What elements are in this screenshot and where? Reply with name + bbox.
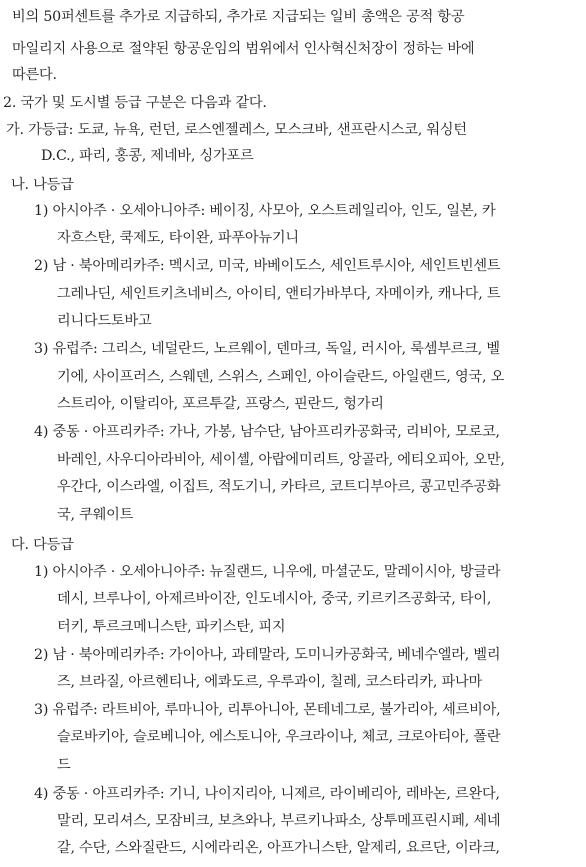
text-line: 2. 국가 및 도시별 등급 구분은 다음과 같다. bbox=[3, 95, 267, 111]
text-line: 데시, 브루나이, 아제르바이잔, 인도네시아, 중국, 키르키즈공화국, 타이, bbox=[57, 591, 492, 607]
text-line: 4) 중동 · 아프리카주: 기니, 나이지리아, 니제르, 라이베리아, 레바논, 르완다, bbox=[34, 786, 500, 802]
text-line: 1) 아시아주 · 오세아니아주: 베이징, 사모아, 오스트레일리아, 인도, 일본, 카 bbox=[34, 203, 496, 219]
text-line: 터키, 투르크메니스탄, 파키스탄, 피지 bbox=[57, 619, 286, 635]
text-line: 3) 유럽주: 그리스, 네덜란드, 노르웨이, 덴마크, 독일, 러시아, 룩셈부르크, 벨 bbox=[34, 341, 500, 357]
text-line: 1) 아시아주 · 오세아니아주: 뉴질랜드, 니우에, 마셜군도, 말레이시아, 방글라 bbox=[34, 564, 501, 580]
text-line: 갈, 수단, 스와질란드, 시에라리온, 아프가니스탄, 알제리, 요르단, 이라크, bbox=[57, 840, 500, 856]
text-line: 국, 쿠웨이트 bbox=[57, 507, 134, 523]
text-line: 그레나딘, 세인트키츠네비스, 아이티, 앤티가바부다, 자메이카, 캐나다, 트 bbox=[57, 286, 501, 302]
text-line: 기에, 사이프러스, 스웨덴, 스위스, 스페인, 아이슬란드, 아일랜드, 영국, 오 bbox=[57, 369, 505, 385]
text-line: 3) 유럽주: 라트비아, 루마니아, 리투아니아, 몬테네그로, 불가리아, 세르비아, bbox=[34, 702, 501, 718]
text-line: 스트리아, 이탈리아, 포르투갈, 프랑스, 핀란드, 헝가리 bbox=[57, 396, 384, 412]
text-line: D.C., 파리, 홍콩, 제네바, 싱가포르 bbox=[41, 148, 254, 164]
text-line: 따른다. bbox=[12, 67, 57, 83]
text-line: 나. 나등급 bbox=[11, 177, 74, 193]
text-line: 2) 남 · 북아메리카주: 가이아나, 과테말라, 도미니카공화국, 베네수엘라, 벨리 bbox=[34, 647, 501, 663]
text-line: 슬로바키아, 슬로베니아, 에스토니아, 우크라이나, 체코, 크로아티아, 폴란 bbox=[57, 729, 501, 745]
text-line: 리니다드토바고 bbox=[57, 313, 152, 329]
text-line: 2) 남 · 북아메리카주: 멕시코, 미국, 바베이도스, 세인트루시아, 세인트빈센트 bbox=[34, 258, 501, 274]
text-line: 드 bbox=[57, 757, 71, 773]
text-line: 바레인, 사우디아라비아, 세이셸, 아랍에미리트, 앙골라, 에티오피아, 오만, bbox=[57, 452, 505, 468]
text-line: 가. 가등급: 도쿄, 뉴욕, 런던, 로스엔젤레스, 모스크바, 샌프란시스코, 워싱턴 bbox=[6, 122, 467, 138]
text-line: 자흐스탄, 쿡제도, 타이완, 파푸아뉴기니 bbox=[57, 230, 299, 246]
text-line: 4) 중동 · 아프리카주: 가나, 가봉, 남수단, 남아프리카공화국, 리비아, 모로코, bbox=[34, 424, 500, 440]
text-line: 다. 다등급 bbox=[11, 537, 74, 553]
text-line: 비의 50퍼센트를 추가로 지급하되, 추가로 지급되는 일비 총액은 공적 항공 bbox=[12, 9, 465, 25]
text-line: 즈, 브라질, 아르헨티나, 에콰도르, 우루과이, 칠레, 코스타리카, 파나마 bbox=[57, 674, 482, 690]
text-line: 말리, 모리셔스, 모잠비크, 보츠와나, 부르키나파소, 상투메프린시페, 세네 bbox=[57, 813, 501, 829]
text-line: 마일리지 사용으로 절약된 항공운임의 범위에서 인사혁신처장이 정하는 바에 bbox=[12, 41, 475, 57]
text-line: 우간다, 이스라엘, 이집트, 적도기니, 카타르, 코트디부아르, 콩고민주공화 bbox=[57, 479, 501, 495]
